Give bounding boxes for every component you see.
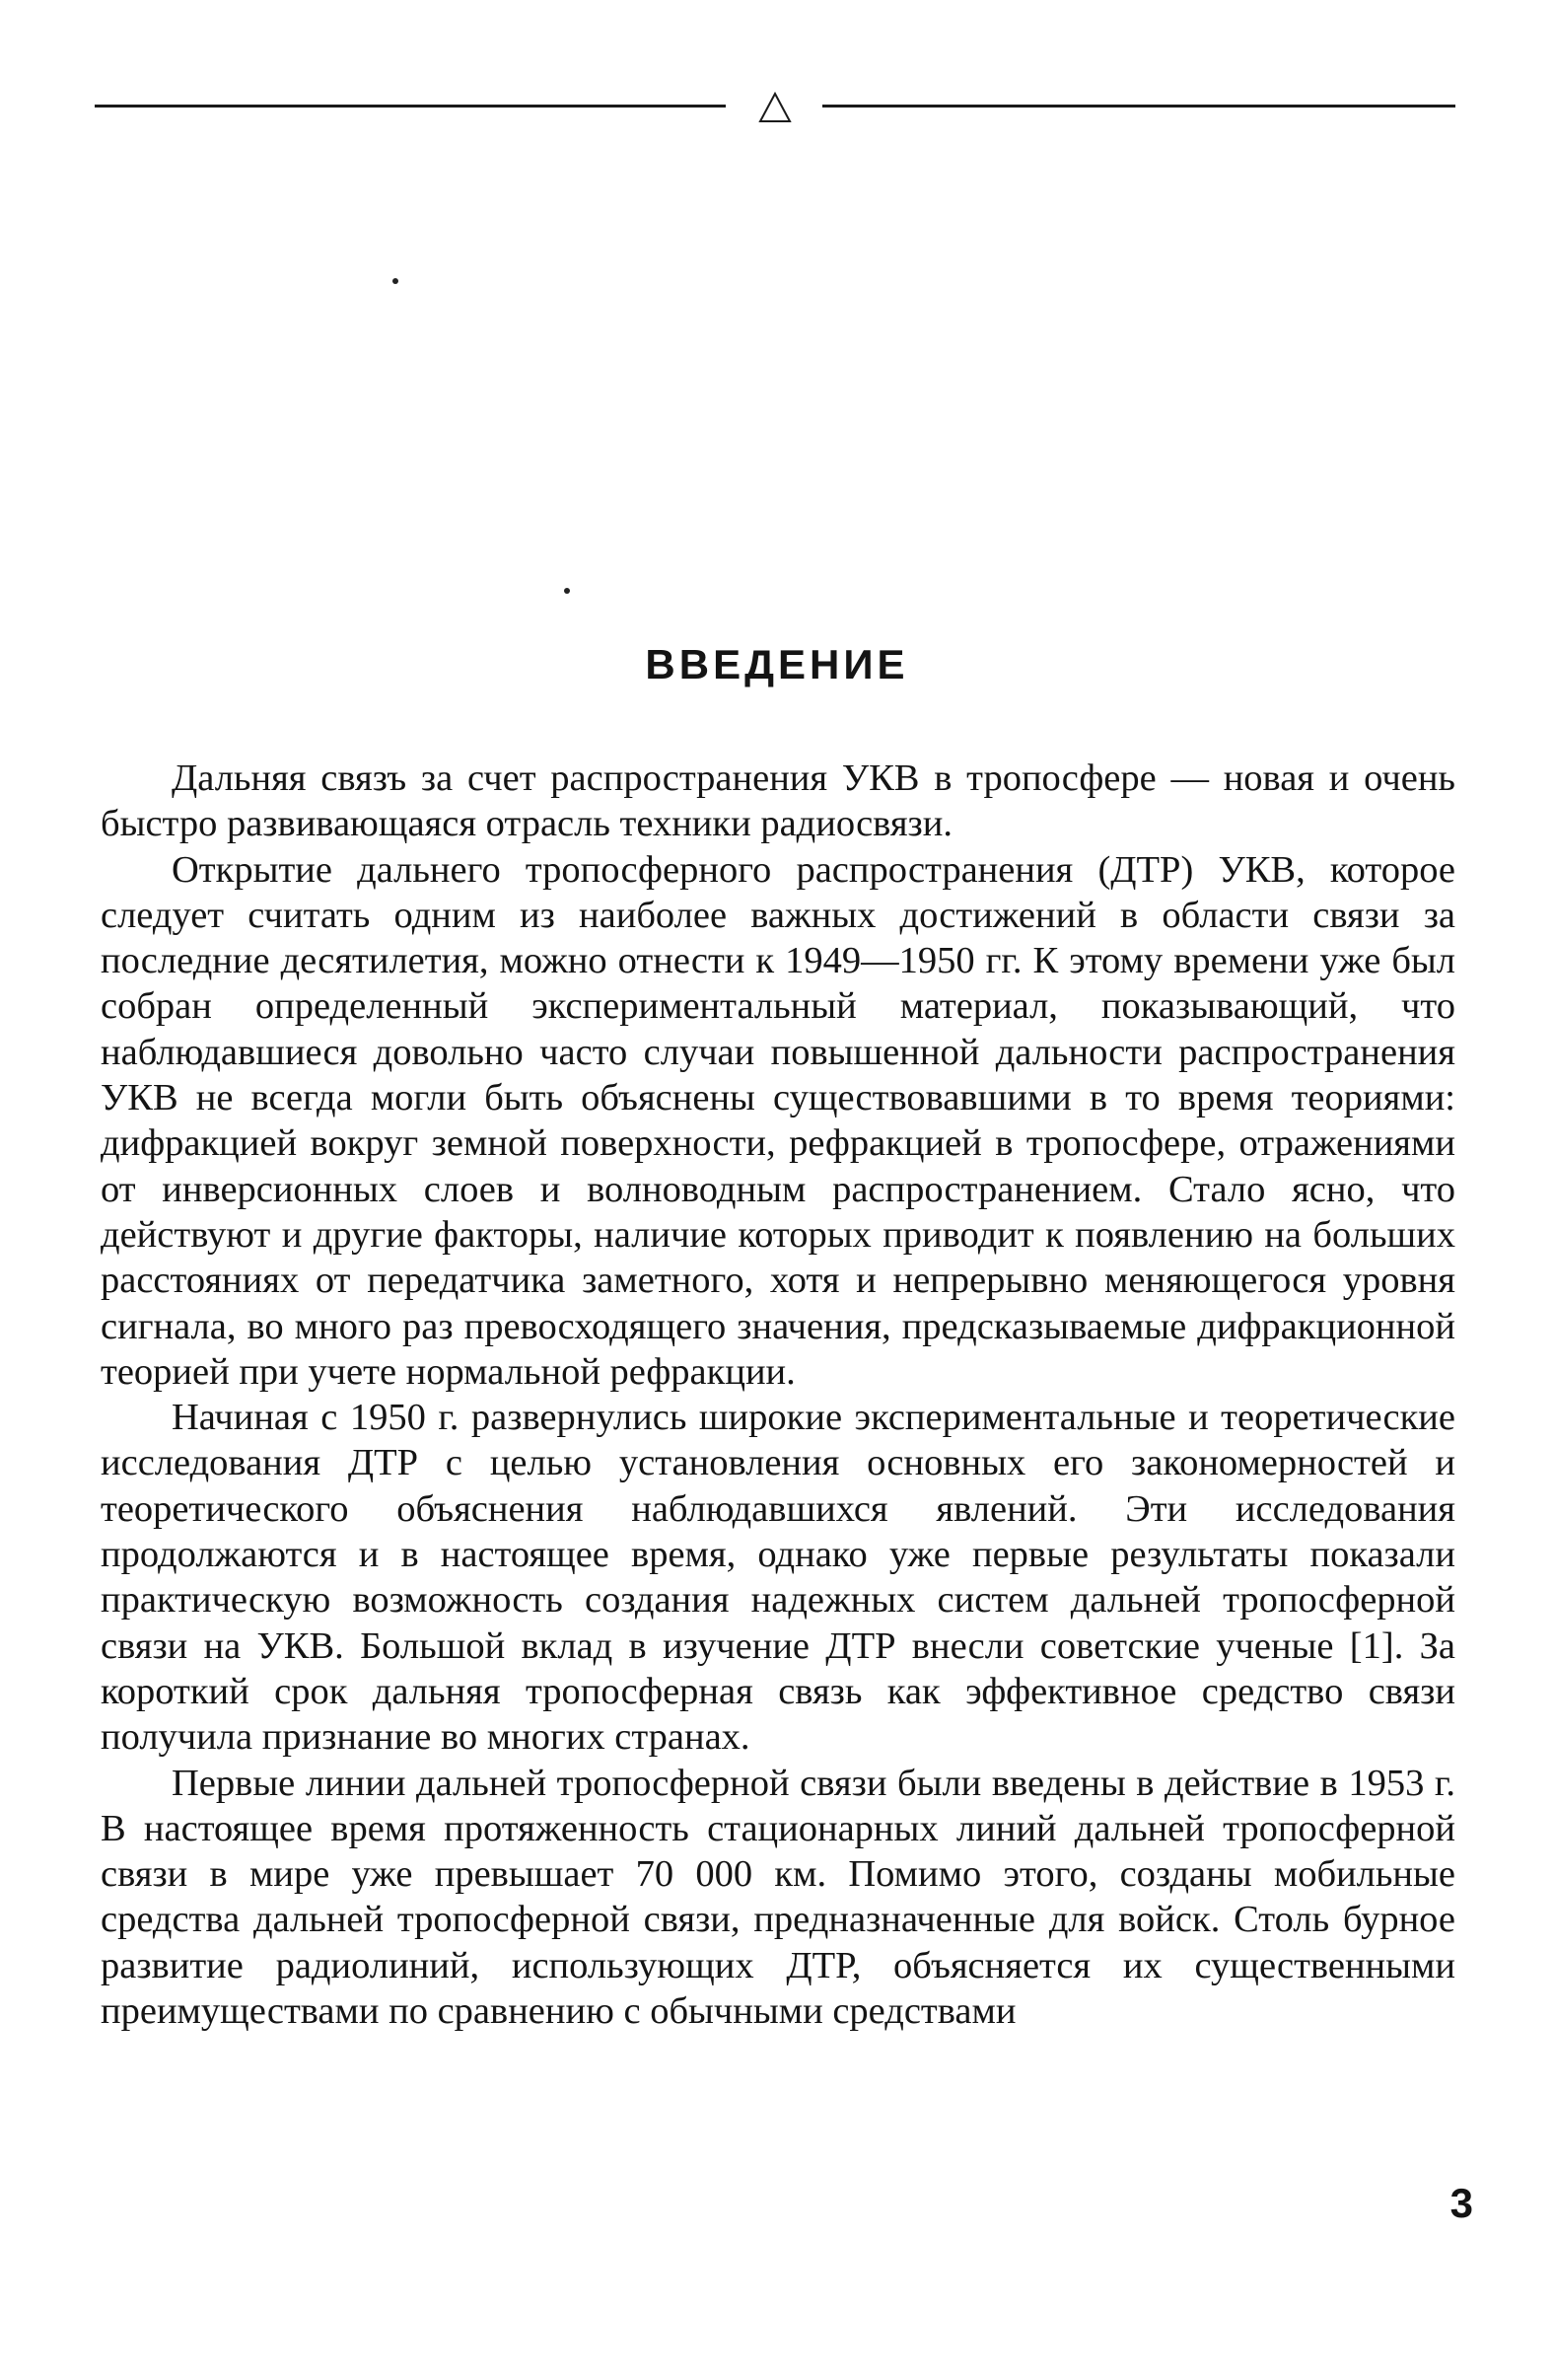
- paragraph: Открытие дальнего тропосферного распространения (ДТР) УКВ, которое следует считать одним из наиболее важных достижений в области связи за последние десятилетия, можно отнести к 1949—1950 гг. К этому времени уже был собран определенный экспериментальный материал, показывающий, что наблюдавшиеся довольно часто случаи повышенной дальности распространения УКВ не всегда могли быть объяснены существовавшими в то время теориями: дифракцией вокруг земной поверхности, рефракцией в тропосфере, отражениями от инверсионных слоев и волноводным распространением. Стало ясно, что действуют и другие факторы, наличие которых приводит к появлению на больших расстояниях от передатчика заметного, хотя и непрерывно меняющегося уровня сигнала, во много раз превосходящего значения, предсказываемые дифракционной теорией при учете нормальной рефракции.: [101, 848, 1455, 1393]
- paragraph: Начиная с 1950 г. развернулись широкие экспериментальные и теоретические исследования ДТР с целью установления основных его закономерностей и теоретического объяснения наблюдавшихся явлений. Эти исследования продолжаются и в настоящее время, однако уже первые результаты показали практическую возможность создания надежных систем дальней тропосферной связи на УКВ. Большой вклад в изучение ДТР внесли советские ученые [1]. За короткий срок дальняя тропосферная связь как эффективное средство связи получила признание во многих странах.: [101, 1397, 1455, 1759]
- paragraph: Первые линии дальней тропосферной связи были введены в действие в 1953 г. В настоящее время протяженность стационарных линий дальней тропосферной связи в мире уже превышает 70 000 км. Помимо этого, созданы мобильные средства дальней тропосферной связи, предназначенные для войск. Столь бурное развитие радиолиний, использующих ДТР, объясняется их существенными преимуществами по сравнению с обычными средствами: [101, 1762, 1455, 2033]
- section-title: ВВЕДЕНИЕ: [645, 641, 909, 687]
- header-rule-left: [95, 105, 726, 108]
- page-number: 3: [1449, 2180, 1473, 2226]
- header-rule-right: [822, 105, 1455, 108]
- print-speck: [564, 588, 570, 594]
- header-rule: [95, 91, 1455, 124]
- paragraph: Дальняя связъ за счет распространения УКВ в тропосфере — новая и очень быстро развивающаяся отрасль техники радиосвязи.: [101, 757, 1455, 845]
- body-text: [101, 756, 1455, 2034]
- triangle-ornament-icon: [757, 91, 793, 124]
- print-speck: [392, 278, 398, 284]
